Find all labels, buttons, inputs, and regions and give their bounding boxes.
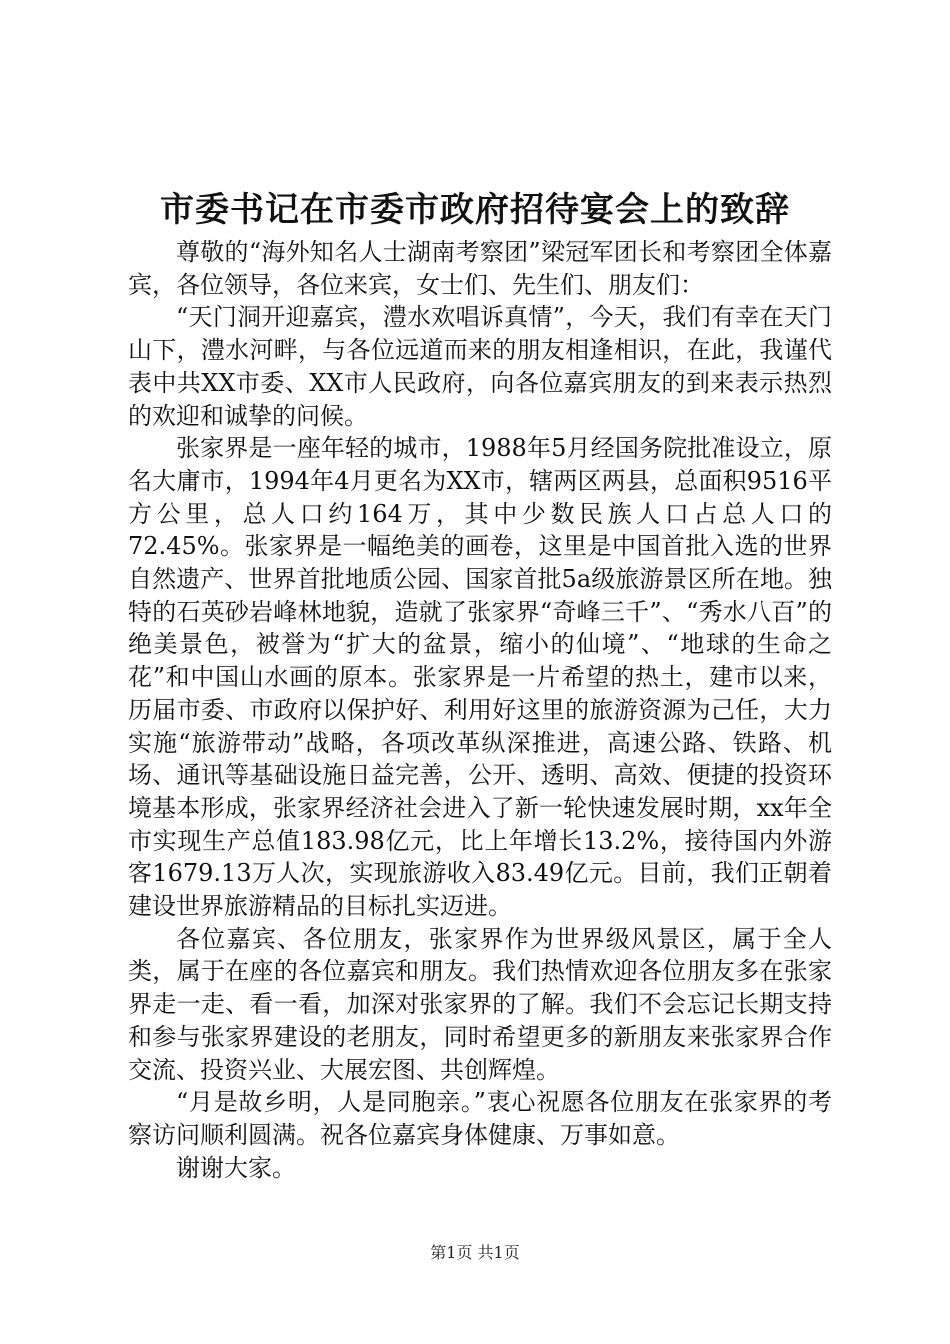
paragraph-salutation: 尊敬的“海外知名人士湖南考察团”梁冠军团长和考察团全体嘉宾，各位领导，各位来宾，女士们、先生们、朋友们： bbox=[128, 238, 832, 299]
paragraph-thanks: 谢谢大家。 bbox=[176, 1153, 296, 1182]
page-number-footer: 第1页 共1页 bbox=[430, 1243, 520, 1262]
paragraph-wishes: “月是故乡明，人是同胞亲。”衷心祝愿各位朋友在张家界的考察访问顺利圆满。祝各位嘉宾身体健康、万事如意。 bbox=[128, 1088, 832, 1149]
document-title: 市委书记在市委市政府招待宴会上的致辞 bbox=[160, 190, 790, 230]
document-body bbox=[128, 236, 832, 1184]
paragraph-invitation: 各位嘉宾、各位朋友，张家界作为世界级风景区，属于全人类，属于在座的各位嘉宾和朋友。我们热情欢迎各位朋友多在张家界走一走、看一看，加深对张家界的了解。我们不会忘记长期支持和参与张家界建设的老朋友，同时希望更多的新朋友来张家界合作交流、投资兴业、大展宏图、共创辉煌。 bbox=[128, 924, 832, 1084]
paragraph-welcome: “天门洞开迎嘉宾，澧水欢唱诉真情”，今天，我们有幸在天门山下，澧水河畔，与各位远道而来的朋友相逢相识，在此，我谨代表中共XX市委、XX市人民政府，向各位嘉宾朋友的到来表示热烈的欢迎和诚挚的问候。 bbox=[128, 303, 832, 430]
paragraph-city-intro: 张家界是一座年轻的城市，1988年5月经国务院批准设立，原名大庸市，1994年4月更名为XX市，辖两区两县，总面积9516平方公里，总人口约164万，其中少数民族人口占总人口的72.45%。张家界是一幅绝美的画卷，这里是中国首批入选的世界自然遗产、世界首批地质公园、国家首批5a级旅游景区所在地。独特的石英砂岩峰林地貌，造就了张家界“奇峰三千”、“秀水八百”的绝美景色，被誉为“扩大的盆景，缩小的仙境”、“地球的生命之花”和中国山水画的原本。张家界是一片希望的热土，建市以来，历届市委、市政府以保护好、利用好这里的旅游资源为己任，大力实施“旅游带动”战略，各项改革纵深推进，高速公路、铁路、机场、通讯等基础设施日益完善，公开、透明、高效、便捷的投资环境基本形成，张家界经济社会进入了新一轮快速发展时期，xx年全市实现生产总值183.98亿元，比上年增长13.2%，接待国内外游客1679.13万人次，实现旅游收入83.49亿元。目前，我们正朝着建设世界旅游精品的目标扎实迈进。 bbox=[128, 434, 832, 921]
